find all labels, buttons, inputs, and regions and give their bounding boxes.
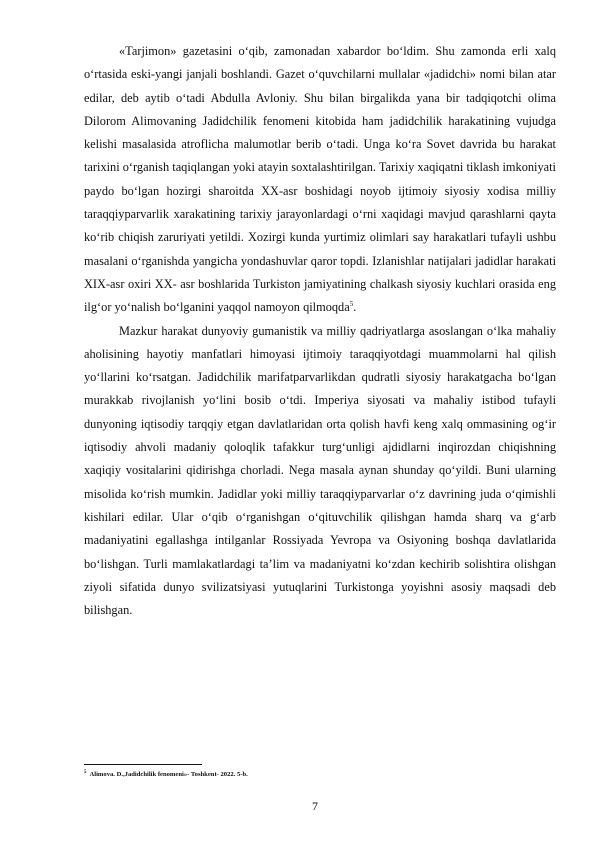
paragraph-2-text: Mazkur harakat dunyoviy gumanistik va milliy qadriyatlarga asoslangan oʻlka mahaliy aholisining hayotiy manfatlari himoyasi ijtimoiy taraqqiyotdagi muammolarni hal qilish yoʻllarini koʻrsatgan. Jadidchilik marifatparvarlikdan qudratli siyosiy harakatgacha boʻlgan murakkab rivojlanish yoʻlini bosib oʻtdi. Imperiya siyosati va mahaliy istibod tufayli dunyoning iqtisodiy tarqqiy etgan davlatlaridan orta qolish havfi keng xalq ommasining ogʻir iqtisodiy ahvoli madaniy qoloqlik tafakkur turgʻunligi ajdidlarni inqirozdan chiqishning xaqiqiy vositalarini qidirishga chorladi. Nega masala aynan shunday qoʻyildi. Buni ularning misolida koʻrish mumkin. Jadidlar yoki milliy taraqqiyparvarlar oʻz davrining juda oʻqimishli kishilari edilar. Ular oʻqib oʻrganishgan oʻqituvchilik qilishgan hamda sharq va gʻarb madaniyatini egallashga intilganlar Rossiyada Yevropa va Osiyoning boshqa davlatlarida boʻlishgan. Turli mamlakatlardagi ta’lim va madaniyatni koʻzdan kechirib solishtira olishgan ziyoli sifatida dunyo svilizatsiyasi yutuqlarini Turkistonga yoyishni asosiy maqsadi deb bilishgan. bbox=[84, 323, 556, 618]
paragraph-1-text: «Tarjimon» gazetasini oʻqib, zamonadan xabardor boʻldim. Shu zamonda erli xalq oʻrtasida eski-yangi janjali boshlandi. Gazet oʻquvchilarni mullalar «jadidchi» nomi bilan atar edilar, deb aytib oʻtadi Abdulla Avloniy. Shu bilan birgalikda yana bir tadqiqotchi olima Dilorom Alimovaning Jadidchilik fenomeni kitobida ham jadidchilik harakatining vujudga kelishi masalasida atroflicha malumotlar berib oʻtadi. Unga koʻra Sovet davrida bu harakat tarixini oʻrganish taqiqlangan yoki atayin soxtalashtirilgan. Tarixiy xaqiqatni tiklash imkoniyati paydo boʻlgan hozirgi sharoitda XX-asr boshidagi noyob ijtimoiy siyosiy xodisa milliy taraqqiyparvarlik xarakatining tarixiy jarayonlardagi oʻrni xaqidagi mavjud qarashlarni qayta koʻrib chiqish zaruriyati yetildi. Xozirgi kunda yurtimiz olimlari say harakatlari tufayli ushbu masalani oʻrganishda yangicha yondashuvlar qaror topdi. Izlanishlar natijalari jadidlar harakati XIX-asr oxiri XX- asr boshlarida Turkiston jamiyatining chalkash siyosiy kuchlari orasida eng ilgʻor yoʻnalish boʻlganini yaqqol namoyon qilmoqda bbox=[84, 44, 556, 315]
paragraph-2 bbox=[84, 320, 556, 623]
body-text bbox=[84, 40, 556, 622]
footnote-divider bbox=[84, 764, 202, 765]
footnote-text: Alimova. D.,Jadidchilik fenomeni»- Toshkent- 2022. 5-b. bbox=[89, 771, 248, 779]
footnote bbox=[84, 768, 556, 779]
footnote-number: 5 bbox=[84, 770, 87, 775]
page-number: 7 bbox=[312, 799, 318, 813]
paragraph-1: «Tarjimon» gazetasini oʻqib, zamonadan xabardor boʻldim. Shu zamonda erli xalq oʻrtasida eski-yangi janjali boshlandi. Gazet oʻquvchilarni mullalar «jadidchi» nomi bilan atar edilar, deb aytib oʻtadi Abdulla Avloniy. Shu bilan birgalikda yana bir tadqiqotchi olima Dilorom Alimovaning Jadidchilik fenomeni kitobida ham jadidchilik harakatining vujudga kelishi masalasida atroflicha malumotlar berib oʻtadi. Unga koʻra Sovet davrida bu harakat tarixini oʻrganish taqiqlangan yoki atayin soxtalashtirilgan. Tarixiy xaqiqatni tiklash imkoniyati paydo boʻlgan hozirgi sharoitda XX-asr boshidagi noyob ijtimoiy siyosiy xodisa milliy taraqqiyparvarlik xarakatining tarixiy jarayonlardagi oʻrni xaqidagi mavjud qarashlarni qayta koʻrib chiqish zaruriyati yetildi. Xozirgi kunda yurtimiz olimlari say harakatlari tufayli ushbu masalani oʻrganishda yangicha yondashuvlar qaror topdi. Izlanishlar natijalari jadidlar harakati XIX-asr oxiri XX- asr boshlarida Turkiston jamiyatining chalkash siyosiy kuchlari orasida eng ilgʻor yoʻnalish boʻlganini yaqqol namoyon qilmoqda$^5$. bbox=[84, 44, 556, 315]
footnote-reference[interactable]: 5 bbox=[349, 300, 354, 309]
